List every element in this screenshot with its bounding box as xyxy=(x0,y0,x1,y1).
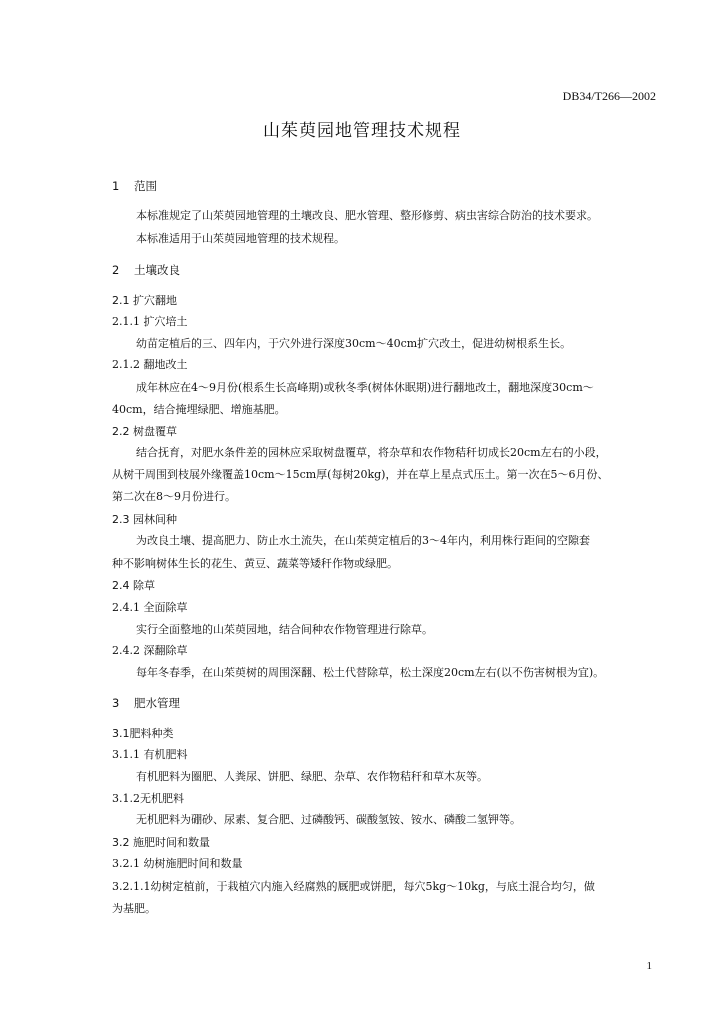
line-text: 无机肥料为硼砂、尿素、复合肥、过磷酸钙、碳酸氢铵、铵水、磷酸二氢钾等。 xyxy=(136,813,521,826)
line-text: 2.4.2 深翻除草 xyxy=(112,644,188,657)
section-number: 1 xyxy=(112,179,120,193)
line-text: 从树干周围到枝展外缘覆盖10cm～15cm厚(每树20kg)，并在草上星点式压土。第一次在5～6月份、 xyxy=(112,468,609,481)
line-text: 种不影响树体生长的花生、黄豆、蔬菜等矮秆作物或绿肥。 xyxy=(112,557,398,570)
line-text: 成年林应在4～9月份(根系生长高峰期)或秋冬季(树体休眠期)进行翻地改土，翻地深度30cm～ xyxy=(136,381,594,394)
text-line xyxy=(136,445,607,461)
line-text: 2.4 除草 xyxy=(112,579,155,592)
line-text: 为改良土壤、提高肥力、防止水土流失，在山茱萸定植后的3～4年内，利用株行距间的空隙套 xyxy=(136,534,590,547)
text-line xyxy=(112,791,184,807)
line-text: 每年冬春季，在山茱萸树的周围深翻、松土代替除草，松土深度20cm左右(以不伤害树根为宜)。 xyxy=(136,666,605,679)
line-text: 3.1.1 有机肥料 xyxy=(112,748,188,761)
line-text: 2.1.1 扩穴培土 xyxy=(112,315,188,328)
section-heading xyxy=(112,262,180,278)
text-line xyxy=(136,769,488,785)
text-line xyxy=(112,747,188,763)
text-line xyxy=(136,622,433,638)
page-number: 1 xyxy=(646,960,652,972)
text-line xyxy=(136,665,604,681)
line-text: 2.2 树盘覆草 xyxy=(112,425,177,438)
line-text: 2.3 园林间种 xyxy=(112,513,177,526)
subsection-heading xyxy=(112,726,174,742)
text-line xyxy=(136,231,345,247)
text-line xyxy=(112,357,188,373)
line-text: 范围 xyxy=(134,179,157,193)
line-text: 3.2 施肥时间和数量 xyxy=(112,836,210,849)
line-text: 有机肥料为圈肥、人粪尿、饼肥、绿肥、杂草、农作物秸秆和草木灰等。 xyxy=(136,770,488,783)
text-line xyxy=(112,556,398,572)
section-number: 2 xyxy=(112,263,120,277)
text-line xyxy=(136,812,521,828)
text-line xyxy=(112,314,188,330)
line-text: 肥水管理 xyxy=(134,696,180,710)
subsection-heading xyxy=(112,512,177,528)
subsection-heading xyxy=(112,578,155,594)
section-number: 3 xyxy=(112,696,120,710)
subsection-heading xyxy=(112,424,177,440)
line-text: 3.1.2无机肥料 xyxy=(112,792,184,805)
line-text: 幼苗定植后的三、四年内，于穴外进行深度30cm～40cm扩穴改土，促进幼树根系生长。 xyxy=(136,337,572,350)
text-line xyxy=(112,643,188,659)
section-heading xyxy=(112,178,157,194)
text-line xyxy=(136,533,590,549)
text-line xyxy=(112,402,286,418)
line-text: 为基肥。 xyxy=(112,902,156,915)
section-heading xyxy=(112,695,180,711)
line-text: 3.2.1.1幼树定植前，于栽植穴内施入经腐熟的厩肥或饼肥，每穴5kg～10kg，与底土混合均匀，做 xyxy=(112,880,595,893)
document-title: 山茱萸园地管理技术规程 xyxy=(263,121,461,141)
standard-code: DB34/T266—2002 xyxy=(562,89,656,103)
line-text: 结合抚育，对肥水条件差的园林应采取树盘覆草，将杂草和农作物秸秆切成长20cm左右的小段， xyxy=(136,446,607,459)
line-text: 40cm，结合掩埋绿肥、增施基肥。 xyxy=(112,403,286,416)
line-text: 第二次在8～9月份进行。 xyxy=(112,490,236,503)
text-line xyxy=(112,489,236,505)
subsection-heading xyxy=(112,293,177,309)
line-text: 本标准规定了山茱萸园地管理的土壤改良、肥水管理、整形修剪、病虫害综合防治的技术要求。 xyxy=(136,209,598,222)
line-text: 2.1.2 翻地改土 xyxy=(112,358,188,371)
line-text: 3.2.1 幼树施肥时间和数量 xyxy=(112,857,243,870)
text-line xyxy=(112,600,188,616)
line-text: 本标准适用于山茱萸园地管理的技术规程。 xyxy=(136,232,345,245)
text-line xyxy=(136,208,598,224)
text-line xyxy=(112,879,595,895)
text-line xyxy=(112,856,243,872)
text-line xyxy=(112,467,608,483)
line-text: 3.1肥料种类 xyxy=(112,727,174,740)
line-text: 2.1 扩穴翻地 xyxy=(112,294,177,307)
line-text: 土壤改良 xyxy=(134,263,180,277)
text-line xyxy=(112,901,156,917)
text-line xyxy=(136,380,594,396)
subsection-heading xyxy=(112,835,210,851)
text-line xyxy=(136,336,571,352)
line-text: 2.4.1 全面除草 xyxy=(112,601,188,614)
line-text: 实行全面整地的山茱萸园地，结合间种农作物管理进行除草。 xyxy=(136,623,433,636)
